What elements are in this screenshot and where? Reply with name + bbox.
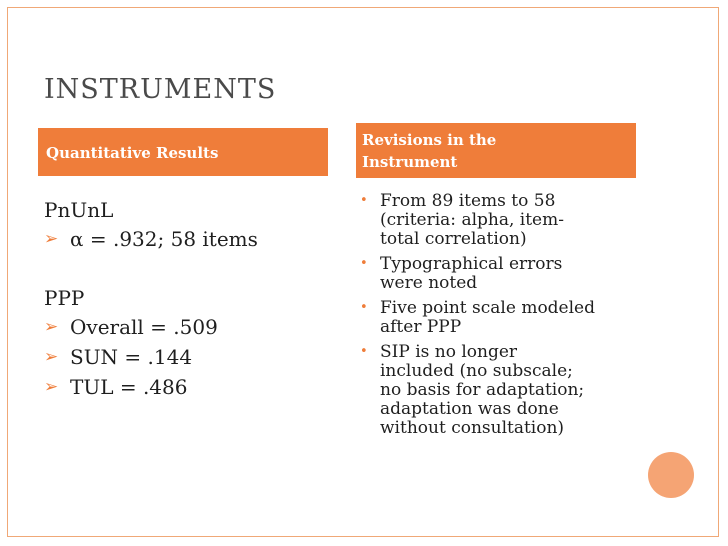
arrow-bullet-icon: ➢ bbox=[44, 377, 59, 397]
list-item-line: From 89 items to 58 bbox=[380, 191, 556, 211]
slide-title: INSTRUMENTS bbox=[44, 74, 277, 105]
list-item-text: α = .932; 58 items bbox=[70, 227, 258, 251]
list-item bbox=[356, 192, 646, 249]
list-item-line: (criteria: alpha, item- bbox=[380, 210, 564, 230]
decorative-circle bbox=[648, 452, 694, 498]
right-header-line: Revisions in the bbox=[362, 131, 497, 149]
left-header-label: Quantitative Results bbox=[46, 144, 219, 162]
right-column bbox=[356, 192, 646, 444]
list-item-line: without consultation) bbox=[380, 418, 565, 438]
bullet-list bbox=[44, 312, 258, 402]
list-item-line: were noted bbox=[380, 273, 478, 293]
list-item bbox=[356, 343, 646, 438]
arrow-bullet-icon: ➢ bbox=[44, 317, 59, 337]
list-item-text: Overall = .509 bbox=[70, 315, 218, 339]
list-item bbox=[44, 372, 258, 402]
list-item bbox=[356, 299, 646, 337]
list-item-line: included (no subscale; bbox=[380, 361, 573, 381]
left-column bbox=[44, 196, 258, 402]
list-item bbox=[44, 312, 258, 342]
list-item-line: Typographical errors bbox=[380, 254, 563, 274]
list-item bbox=[44, 342, 258, 372]
list-item-line: total correlation) bbox=[380, 229, 527, 249]
left-header bbox=[38, 128, 328, 176]
list-item-line: no basis for adaptation; bbox=[380, 380, 585, 400]
list-item bbox=[356, 255, 646, 293]
dot-bullet-icon: • bbox=[360, 344, 368, 359]
bullet-list bbox=[44, 224, 258, 254]
right-header bbox=[356, 123, 636, 178]
dot-bullet-icon: • bbox=[360, 193, 368, 208]
list-item-line: SIP is no longer bbox=[380, 342, 518, 362]
list-item-text: SUN = .144 bbox=[70, 345, 193, 369]
list-item-text: TUL = .486 bbox=[70, 375, 188, 399]
list-item-line: after PPP bbox=[380, 317, 462, 337]
list-item-line: adaptation was done bbox=[380, 399, 559, 419]
arrow-bullet-icon: ➢ bbox=[44, 229, 59, 249]
right-header-line: Instrument bbox=[362, 153, 458, 171]
dot-bullet-icon: • bbox=[360, 300, 368, 315]
section-title: PPP bbox=[44, 286, 85, 310]
section-title: PnUnL bbox=[44, 198, 114, 222]
arrow-bullet-icon: ➢ bbox=[44, 347, 59, 367]
list-item bbox=[44, 224, 258, 254]
list-item-line: Five point scale modeled bbox=[380, 298, 595, 318]
dot-bullet-icon: • bbox=[360, 256, 368, 271]
